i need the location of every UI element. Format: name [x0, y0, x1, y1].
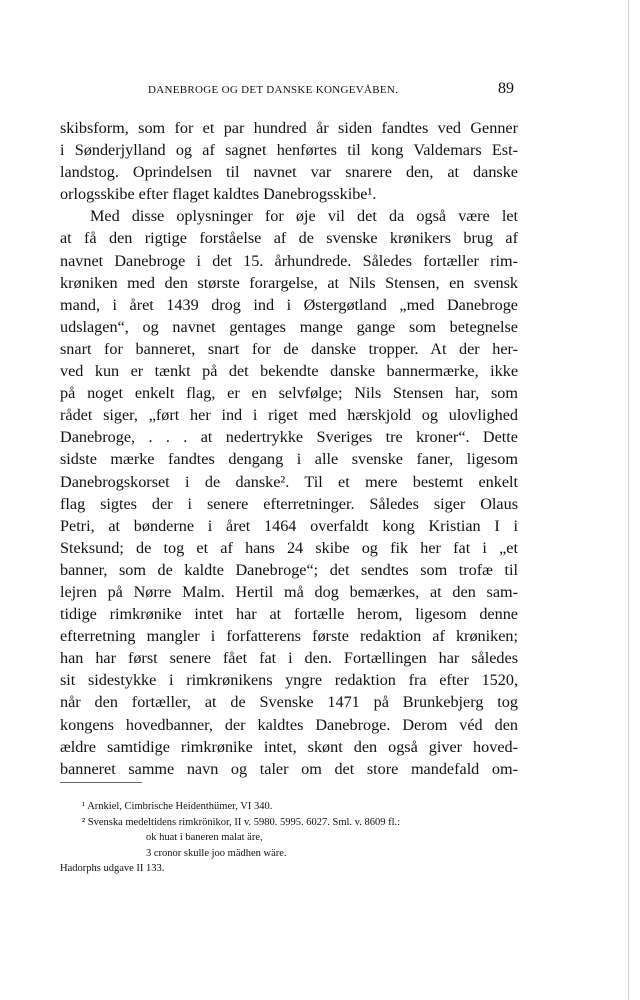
text-line: rådet siger, „ført her ind i riget med hærskjold og ulovlighed: [60, 406, 518, 425]
text-line: Danebrogskorset i de danske². Til et mere bestemt enkelt: [60, 472, 518, 491]
text-line: landstog. Oprindelsen til navnet var snarere den, at danske: [60, 163, 518, 182]
text-line: ved kun er tænkt på det bekendte danske bannermærke, ikke: [60, 362, 518, 381]
footnote-1: ¹ Arnkiel, Cimbrische Heidenthümer, VI 340.: [82, 801, 273, 812]
text-line: flag sigtes der i senere efterretninger. Således siger Olaus: [60, 494, 518, 513]
footnote-rule: [60, 782, 142, 783]
text-line: på noget enkelt flag, er en selvfølge; Nils Stensen har, som: [60, 384, 518, 403]
body-text: [60, 117, 518, 780]
text-line: at få den rigtige forståelse af de svenske krønikers brug af: [60, 229, 518, 248]
text-line: banner, som de kaldte Danebroge“; det sendtes som trofæ til: [60, 560, 518, 579]
text-line: krøniken med den største forargelse, at Nils Stensen, en svensk: [60, 273, 518, 292]
text-line: når den fortæller, at de Svenske 1471 på Brunkebjerg tog: [60, 693, 518, 712]
text-line: banneret samme navn og taler om det store mandefald om-: [60, 759, 518, 778]
text-line: navnet Danebroge i det 15. århundrede. Således fortæller rim-: [60, 251, 518, 270]
text-line: snart for banneret, snart for de danske tropper. At der her-: [60, 339, 518, 358]
footnote-2-quote-line: ok huat i baneren malat äre,: [146, 832, 263, 843]
text-line: Med disse oplysninger for øje vil det da også være let: [90, 207, 518, 226]
text-line: efterretning mangler i forfatterens første redaktion af krøniken;: [60, 627, 518, 646]
text-line: i Sønderjylland og af sagnet henførtes til kong Valdemars Est-: [60, 141, 518, 160]
footnote-2: ² Svenska medeltidens rimkrönikor, II v. 5980. 5995. 6027. Sml. v. 8609 fl.:: [82, 816, 401, 828]
text-line: Petri, at bønderne i året 1464 overfaldt kong Kristian I i: [60, 516, 518, 535]
text-line: han har først senere fået fat i den. Fortællingen har således: [60, 649, 518, 668]
text-line: skibsform, som for et par hundred år siden fandtes ved Genner: [60, 119, 518, 137]
footnote-2-quote-line: 3 cronor skulle joo mädhen wäre.: [146, 847, 287, 859]
text-line: sit sidestykke i rimkrønikens yngre redaktion fra efter 1520,: [60, 671, 518, 690]
page-edge-line: [628, 0, 629, 1000]
text-line: Steksund; de tog et af hans 24 skibe og fik her fat i „et: [60, 538, 518, 557]
text-line: Danebroge, . . . at nedertrykke Sveriges tre kroner“. Dette: [60, 428, 518, 447]
page-header: [60, 80, 518, 100]
footnotes: [60, 799, 520, 877]
text-line: udslagen“, og navnet gentages mange gange som betegnelse: [60, 317, 518, 336]
text-line: ældre samtidige rimkrønike intet, skønt den også giver hoved-: [60, 737, 518, 756]
text-line: lejren på Nørre Malm. Hertil må dog bemærkes, at den sam-: [60, 582, 518, 601]
text-line: kongens hovedbanner, der kaldtes Danebroge. Derom véd den: [60, 715, 518, 734]
text-line: sidste mærke fandtes dengang i alle svenske faner, ligesom: [60, 450, 518, 469]
text-line: mand, i året 1439 drog ind i Østergøtland „med Danebroge: [60, 295, 518, 314]
text-line: tidige rimkrønike intet har at fortælle herom, ligesom denne: [60, 605, 518, 624]
footnote-2-source: Hadorphs udgave II 133.: [60, 863, 165, 874]
page-number: 89: [498, 80, 514, 97]
running-title: DANEBROGE OG DET DANSKE KONGEVÅBEN.: [148, 84, 399, 96]
text-line: orlogsskibe efter flaget kaldtes Danebrogsskibe¹.: [60, 185, 377, 204]
